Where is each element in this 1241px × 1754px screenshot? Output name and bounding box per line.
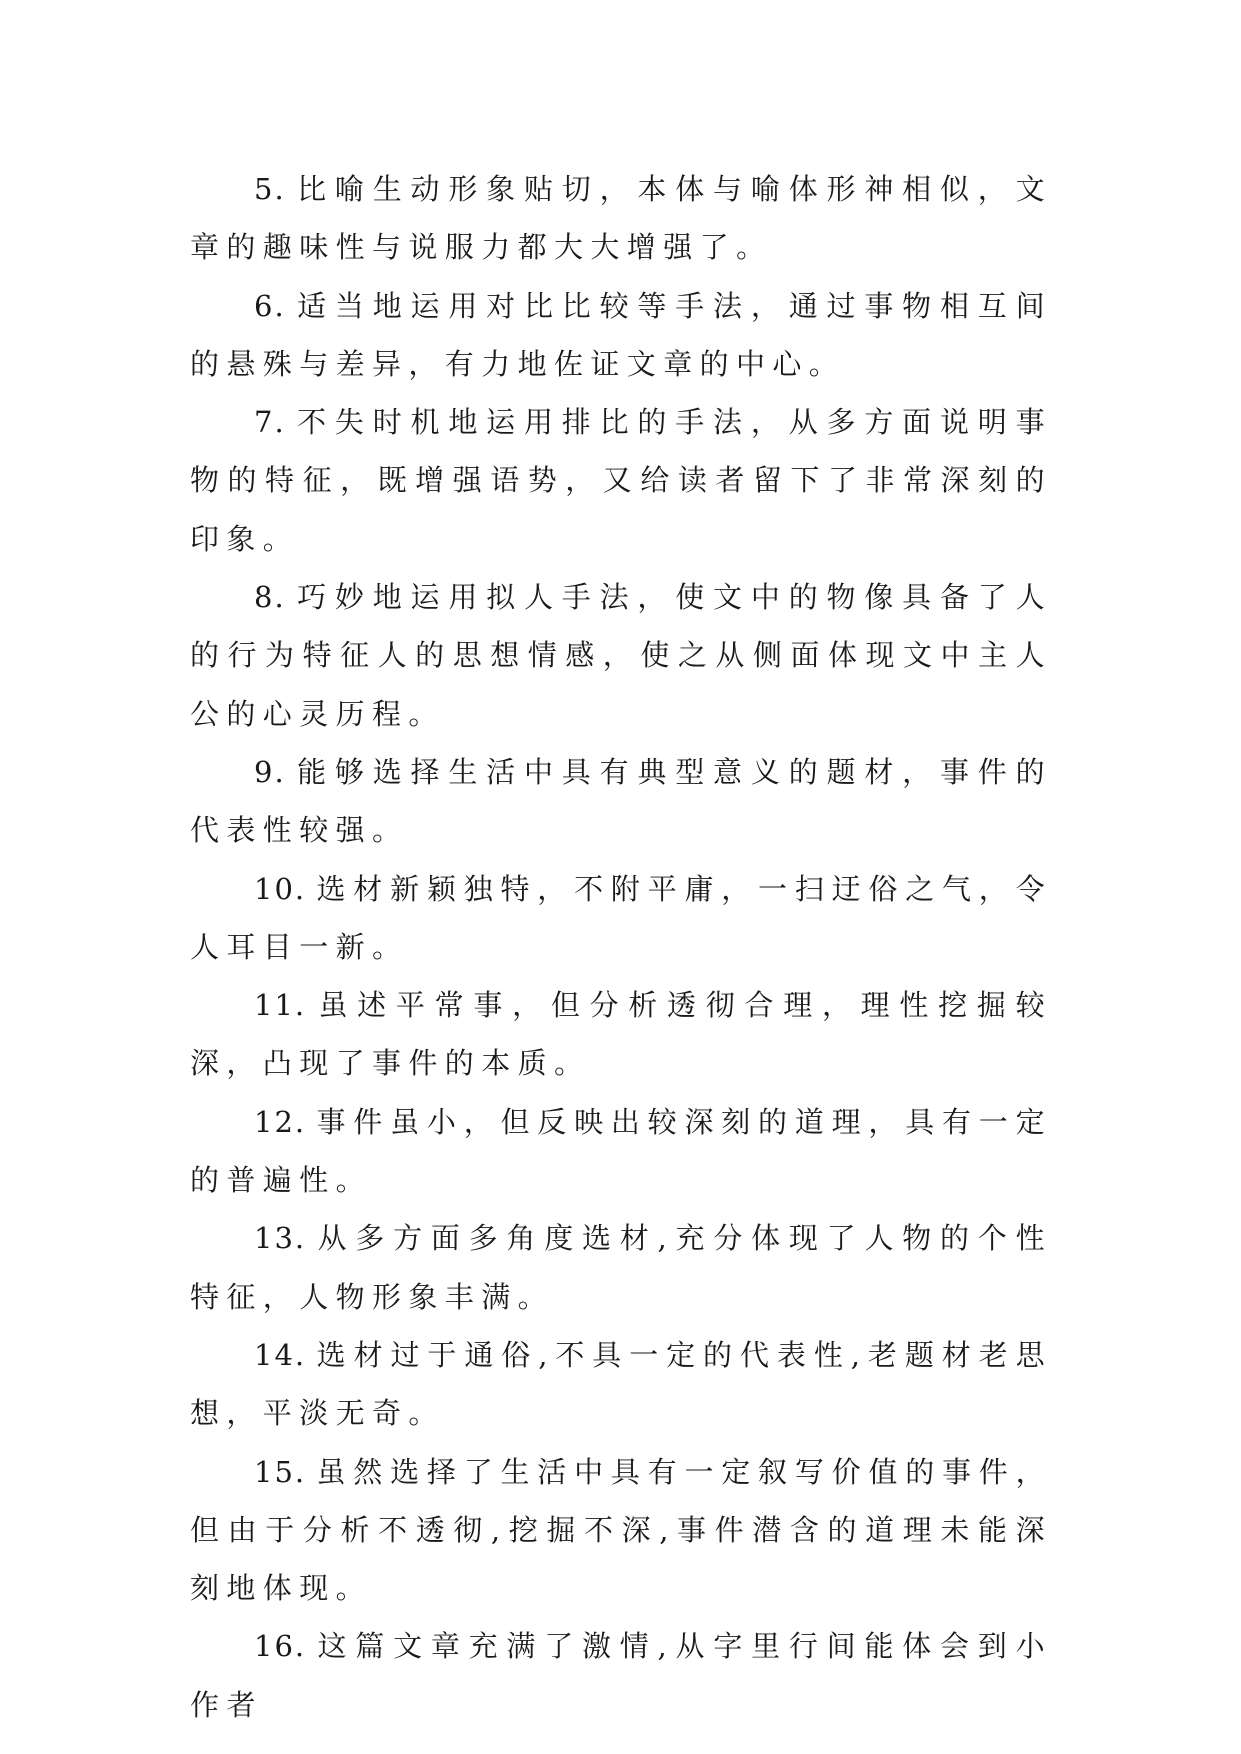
item-number: 15.	[254, 1454, 307, 1489]
item-text: 虽述平常事，但分析透彻合理，理性挖掘较深，凸现了事件的本质。	[190, 988, 1052, 1081]
item-number: 11.	[254, 988, 307, 1023]
comment-item	[190, 277, 1052, 394]
comment-item	[190, 1443, 1052, 1618]
item-text: 不失时机地运用排比的手法，从多方面说明事物的特征，既增强语势，又给读者留下了非常深刻的印象。	[190, 405, 1052, 556]
item-number: 12.	[254, 1104, 307, 1139]
comment-item	[190, 1093, 1052, 1210]
item-text: 能够选择生活中具有典型意义的题材，事件的代表性较强。	[190, 754, 1052, 848]
item-number: 5.	[254, 172, 286, 206]
comment-item	[190, 860, 1052, 977]
comment-item	[190, 568, 1052, 743]
item-number: 9.	[254, 754, 286, 789]
item-number: 14.	[254, 1337, 307, 1372]
comment-item	[190, 393, 1052, 568]
comment-item	[190, 1326, 1052, 1443]
item-number: 13.	[254, 1221, 307, 1256]
comment-item	[190, 976, 1052, 1093]
item-number: 8.	[254, 580, 286, 615]
item-text: 适当地运用对比比较等手法，通过事物相互间的悬殊与差异，有力地佐证文章的中心。	[190, 288, 1052, 381]
comment-item	[190, 160, 1052, 277]
item-number: 16.	[254, 1629, 307, 1664]
item-text: 这篇文章充满了激情,从字里行间能体会到小作者	[190, 1629, 1052, 1722]
item-text: 虽然选择了生活中具有一定叙写价值的事件，但由于分析不透彻,挖掘不深,事件潜含的道理未能深刻地体现。	[190, 1454, 1052, 1606]
item-text: 巧妙地运用拟人手法，使文中的物像具备了人的行为特征人的思想情感，使之从侧面体现文中主人公的心灵历程。	[190, 580, 1052, 731]
item-text: 从多方面多角度选材,充分体现了人物的个性特征，人物形象丰满。	[190, 1221, 1052, 1314]
item-text: 选材过于通俗,不具一定的代表性,老题材老思想，平淡无奇。	[190, 1337, 1052, 1431]
item-text: 事件虽小，但反映出较深刻的道理，具有一定的普遍性。	[190, 1104, 1052, 1198]
item-number: 6.	[254, 288, 286, 323]
comment-item	[190, 1209, 1052, 1326]
comment-item	[190, 1617, 1052, 1734]
item-text: 选材新颖独特，不附平庸，一扫迂俗之气，令人耳目一新。	[190, 871, 1052, 964]
item-text: 比喻生动形象贴切，本体与喻体形神相似，文章的趣味性与说服力都大大增强了。	[190, 172, 1052, 265]
item-number: 7.	[254, 405, 286, 440]
document-page	[190, 160, 1052, 1734]
comment-item	[190, 743, 1052, 860]
item-number: 10.	[254, 871, 307, 906]
